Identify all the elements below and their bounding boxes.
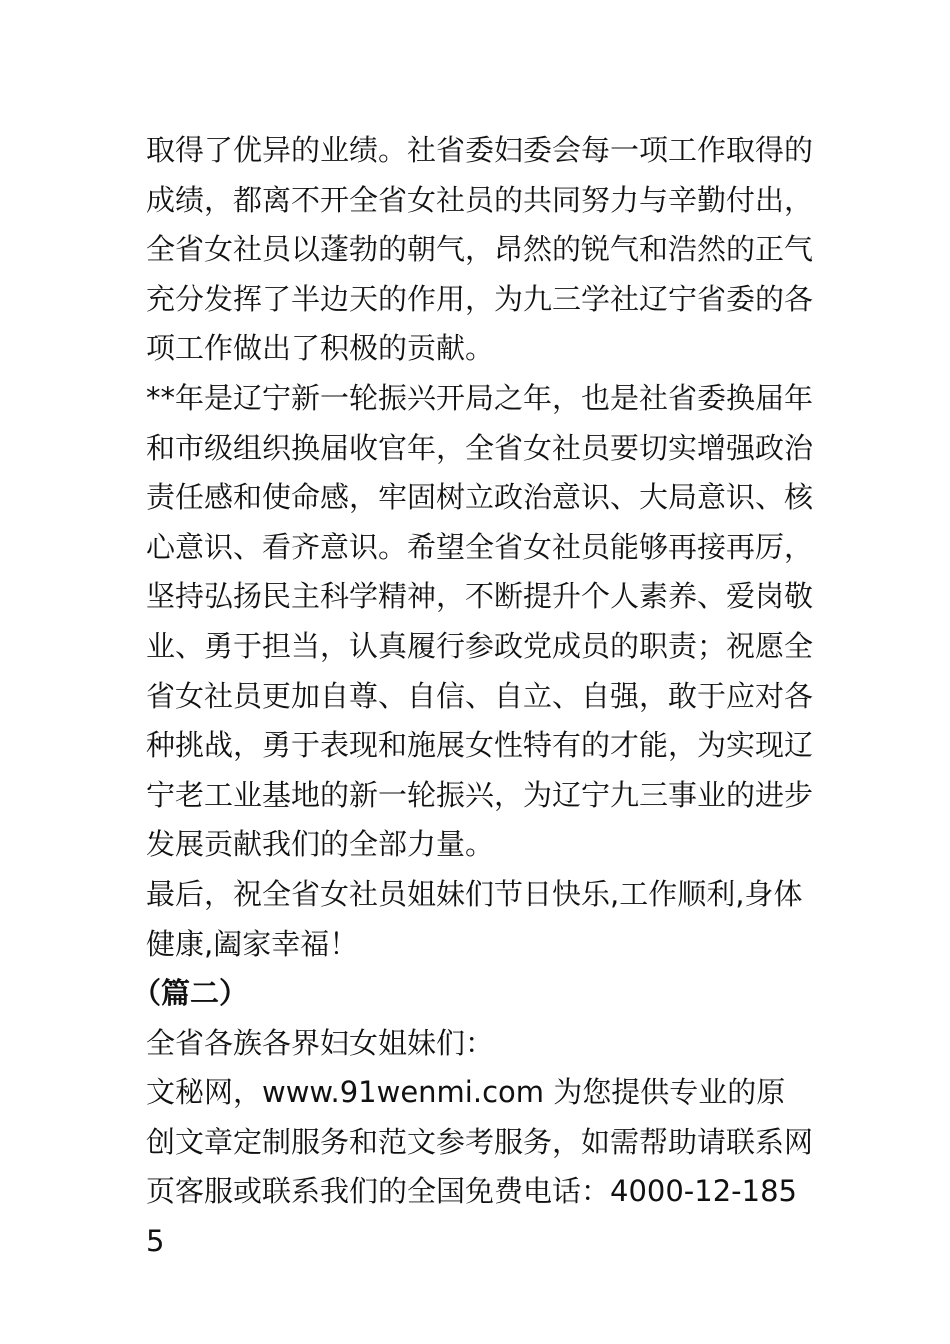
paragraph-revitalization: **年是辽宁新一轮振兴开局之年，也是社省委换届年和市级组织换届收官年，全省女社员要切实增强政治责任感和使命感，牢固树立政治意识、大局意识、核心意识、看齐意识。希望全省女社员能够再接再厉，坚持弘扬民主科学精神，不断提升个人素养、爱岗敬业、勇于担当，认真履行参政党成员的职责；祝愿全省女社员更加自尊、自信、自立、自强，敢于应对各种挑战，勇于表现和施展女性特有的才能，为实现辽宁老工业基地的新一轮振兴，为辽宁九三事业的进步发展贡献我们的全部力量。 <box>146 380 814 862</box>
document-body <box>132 126 814 1267</box>
section-heading: （篇二） <box>132 976 249 1011</box>
paragraph-closing-wishes: 最后，祝全省女社员姐妹们节日快乐,工作顺利,身体健康,阖家幸福！ <box>146 876 803 961</box>
paragraph-achievements: 取得了优异的业绩。社省委妇委会每一项工作取得的成绩，都离不开全省女社员的共同努力与辛勤付出，全省女社员以蓬勃的朝气，昂然的锐气和浩然的正气充分发挥了半边天的作用，为九三学社辽宁省委的各项工作做出了积极的贡献。 <box>146 133 814 366</box>
greeting-line: 全省各族各界妇女姐妹们： <box>146 1025 495 1060</box>
advertisement-paragraph: 文秘网，www.91wenmi.com 为您提供专业的原创文章定制服务和范文参考服务，如需帮助请联系网页客服或联系我们的全国免费电话：4000-12-1855 <box>146 1075 814 1259</box>
